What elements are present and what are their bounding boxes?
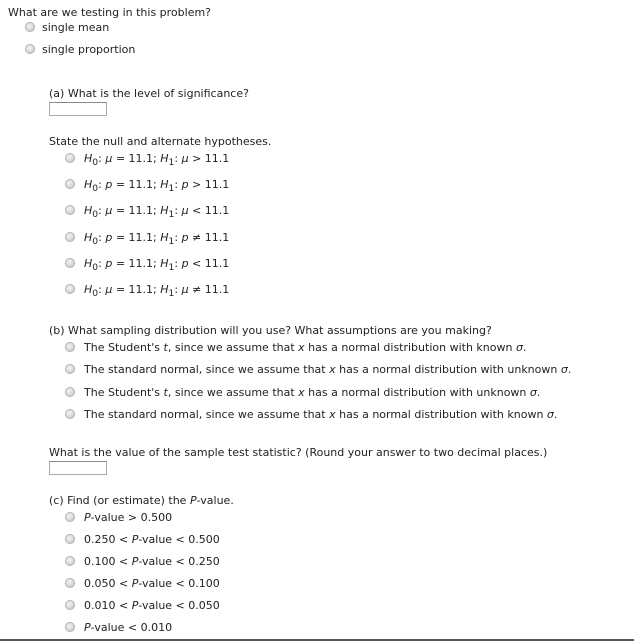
part-c-prompt: (c) Find (or estimate) the P-value. xyxy=(49,494,234,507)
pvalue-6-text: P-value < 0.010 xyxy=(84,621,173,634)
label-single-proportion: single proportion xyxy=(42,43,136,56)
radio-pvalue-3[interactable] xyxy=(65,556,75,566)
radio-hypothesis-6[interactable] xyxy=(65,284,75,294)
hypothesis-1-text: $H_0$: μ = 11.1; $H_1$: μ > 11.1 xyxy=(84,152,230,169)
question-testing-title: What are we testing in this problem? xyxy=(8,6,212,19)
radio-single-mean[interactable] xyxy=(25,22,35,32)
distribution-4-text: The standard normal, since we assume that x has a normal distribution with known σ. xyxy=(84,408,558,421)
radio-hypothesis-4[interactable] xyxy=(65,232,75,242)
radio-pvalue-1[interactable] xyxy=(65,512,75,522)
significance-input[interactable] xyxy=(49,102,107,116)
pvalue-3-text: 0.100 < P-value < 0.250 xyxy=(84,555,220,568)
label-single-mean: single mean xyxy=(42,21,110,34)
pvalue-5-text: 0.010 < P-value < 0.050 xyxy=(84,599,220,612)
test-stat-input[interactable] xyxy=(49,461,107,475)
radio-pvalue-2[interactable] xyxy=(65,534,75,544)
hypothesis-3-text: $H_0$: μ = 11.1; $H_1$: μ < 11.1 xyxy=(84,204,230,221)
part-b-prompt: (b) What sampling distribution will you use? What assumptions are you making? xyxy=(49,324,492,337)
part-a-prompt: (a) What is the level of significance? xyxy=(49,87,249,100)
pvalue-4-text: 0.050 < P-value < 0.100 xyxy=(84,577,220,590)
pvalue-1-text: P-value > 0.500 xyxy=(84,511,173,524)
hypothesis-2-text: $H_0$: p = 11.1; $H_1$: p > 11.1 xyxy=(84,178,230,195)
radio-hypothesis-3[interactable] xyxy=(65,205,75,215)
distribution-1-text: The Student's t, since we assume that x has a normal distribution with known σ. xyxy=(84,341,527,354)
radio-hypothesis-2[interactable] xyxy=(65,179,75,189)
radio-pvalue-6[interactable] xyxy=(65,622,75,632)
radio-distribution-3[interactable] xyxy=(65,387,75,397)
radio-pvalue-4[interactable] xyxy=(65,578,75,588)
radio-hypothesis-1[interactable] xyxy=(65,153,75,163)
pvalue-2-text: 0.250 < P-value < 0.500 xyxy=(84,533,220,546)
distribution-2-text: The standard normal, since we assume that x has a normal distribution with unknown σ. xyxy=(84,363,572,376)
hypothesis-6-text: $H_0$: μ = 11.1; $H_1$: μ ≠ 11.1 xyxy=(84,283,230,300)
radio-distribution-4[interactable] xyxy=(65,409,75,419)
radio-distribution-1[interactable] xyxy=(65,342,75,352)
distribution-3-text: The Student's t, since we assume that x has a normal distribution with unknown σ. xyxy=(84,386,541,399)
hypotheses-prompt: State the null and alternate hypotheses. xyxy=(49,135,272,148)
test-stat-prompt: What is the value of the sample test statistic? (Round your answer to two decimal places.) xyxy=(49,446,548,459)
hypothesis-5-text: $H_0$: p = 11.1; $H_1$: p < 11.1 xyxy=(84,257,230,274)
radio-hypothesis-5[interactable] xyxy=(65,258,75,268)
radio-distribution-2[interactable] xyxy=(65,364,75,374)
radio-single-proportion[interactable] xyxy=(25,44,35,54)
radio-pvalue-5[interactable] xyxy=(65,600,75,610)
hypothesis-4-text: $H_0$: p = 11.1; $H_1$: p ≠ 11.1 xyxy=(84,231,230,248)
